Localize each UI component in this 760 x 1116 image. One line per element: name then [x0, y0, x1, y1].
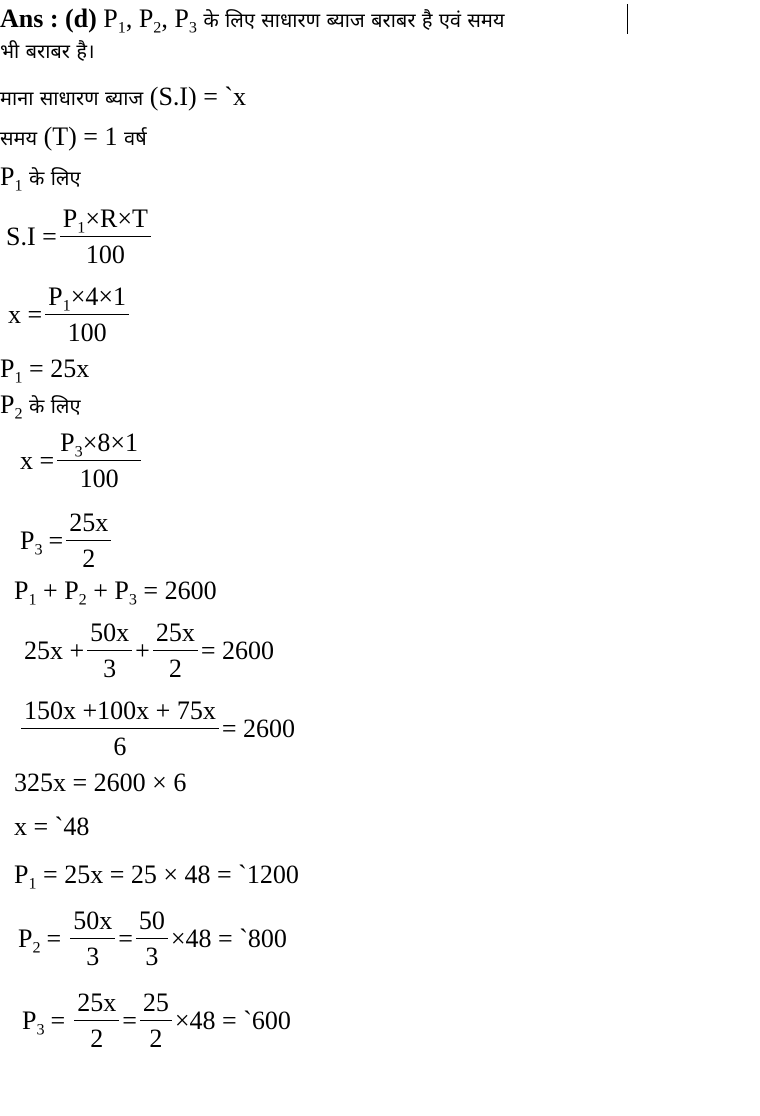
final-p3-fraction-2: $\frac{25}{2}$	[140, 988, 172, 1054]
final-p3-eq: =	[50, 1006, 66, 1035]
si-formula	[6, 204, 154, 270]
si-formula-fraction: $\frac{P_1\times R\times T}{100}$	[60, 204, 151, 270]
p3-fraction: $\frac{25x}{2}$	[66, 508, 111, 574]
sum-substituted	[24, 618, 274, 684]
ans-label: Ans :	[0, 4, 59, 33]
p2-eq-lhs: x =	[20, 446, 55, 475]
p1-result: $P_1 = 25x$	[0, 354, 90, 387]
p3-lhs: $P_3$	[20, 526, 43, 559]
sum-sub-tail: = 2600	[200, 636, 275, 665]
sum-equation: $P_1 + P_2 + P_3 = 2600$	[14, 576, 217, 609]
final-p2-eq: =	[46, 924, 62, 953]
assume-si-line	[0, 82, 246, 113]
si-formula-lhs: S.I =	[6, 222, 57, 251]
final-p2	[18, 906, 287, 972]
p2-eq-fraction: $\frac{P_3\times 8\times 1}{100}$	[57, 428, 141, 494]
sum-combined-fraction: $\frac{150x +100x + 75x}{6}$	[21, 696, 219, 762]
final-p2-fraction-1: $\frac{50x}{3}$	[70, 906, 115, 972]
assume-si-hindi: माना साधारण ब्याज	[0, 86, 144, 110]
final-p3-lhs: $P_3$	[22, 1006, 45, 1039]
answer-header-line	[0, 4, 504, 35]
sum-combined	[18, 696, 295, 762]
p2-heading: $P_2$ के लिए	[0, 390, 81, 423]
time-expr: (T) = 1	[43, 122, 118, 151]
sum-sub-lead: 25x +	[24, 636, 85, 665]
final-p3-fraction-1: $\frac{25x}{2}$	[74, 988, 119, 1054]
sum-combined-tail: = 2600	[221, 714, 295, 743]
time-hindi-a: समय	[0, 126, 38, 150]
p1-substitution	[8, 282, 132, 348]
header-line-2: भी बराबर है।	[0, 39, 95, 63]
p1-sub-lhs: x =	[8, 300, 43, 329]
p2-equation	[20, 428, 144, 494]
p-list: $P_1$, $P_2$, $P_3$	[103, 4, 197, 37]
final-p2-eq2: =	[118, 924, 133, 953]
sum-sub-plus: +	[135, 636, 150, 665]
final-p3	[22, 988, 291, 1054]
p3-from-x	[20, 508, 114, 574]
assume-time-line	[0, 122, 147, 153]
final-p2-tail: ×48 = `800	[170, 924, 287, 953]
final-p2-lhs: $P_2$	[18, 924, 41, 957]
text-cursor-bar	[627, 4, 628, 34]
assume-si-expr: (S.I) = `x	[149, 82, 247, 111]
sum-sub-fraction-2: $\frac{25x}{2}$	[153, 618, 198, 684]
ans-option: (d)	[65, 4, 97, 33]
sum-sub-fraction-1: $\frac{50x}{3}$	[87, 618, 132, 684]
p1-heading: $P_1$ के लिए	[0, 162, 81, 195]
final-p1: $P_1 = 25x = 25 \times 48$ = `1200	[14, 860, 299, 893]
final-p2-fraction-2: $\frac{50}{3}$	[136, 906, 168, 972]
final-p3-tail: ×48 = `600	[174, 1006, 291, 1035]
final-p3-eq2: =	[122, 1006, 137, 1035]
p3-eq-sign: =	[48, 526, 64, 555]
x-value: x = `48	[14, 812, 90, 841]
time-hindi-b: वर्ष	[123, 126, 147, 150]
sum-simplified: 325x = 2600 × 6	[14, 768, 187, 797]
header-hindi-text: के लिए साधारण ब्याज बराबर है एवं समय	[203, 8, 505, 32]
p1-sub-fraction: $\frac{P_1\times 4\times 1}{100}$	[45, 282, 129, 348]
